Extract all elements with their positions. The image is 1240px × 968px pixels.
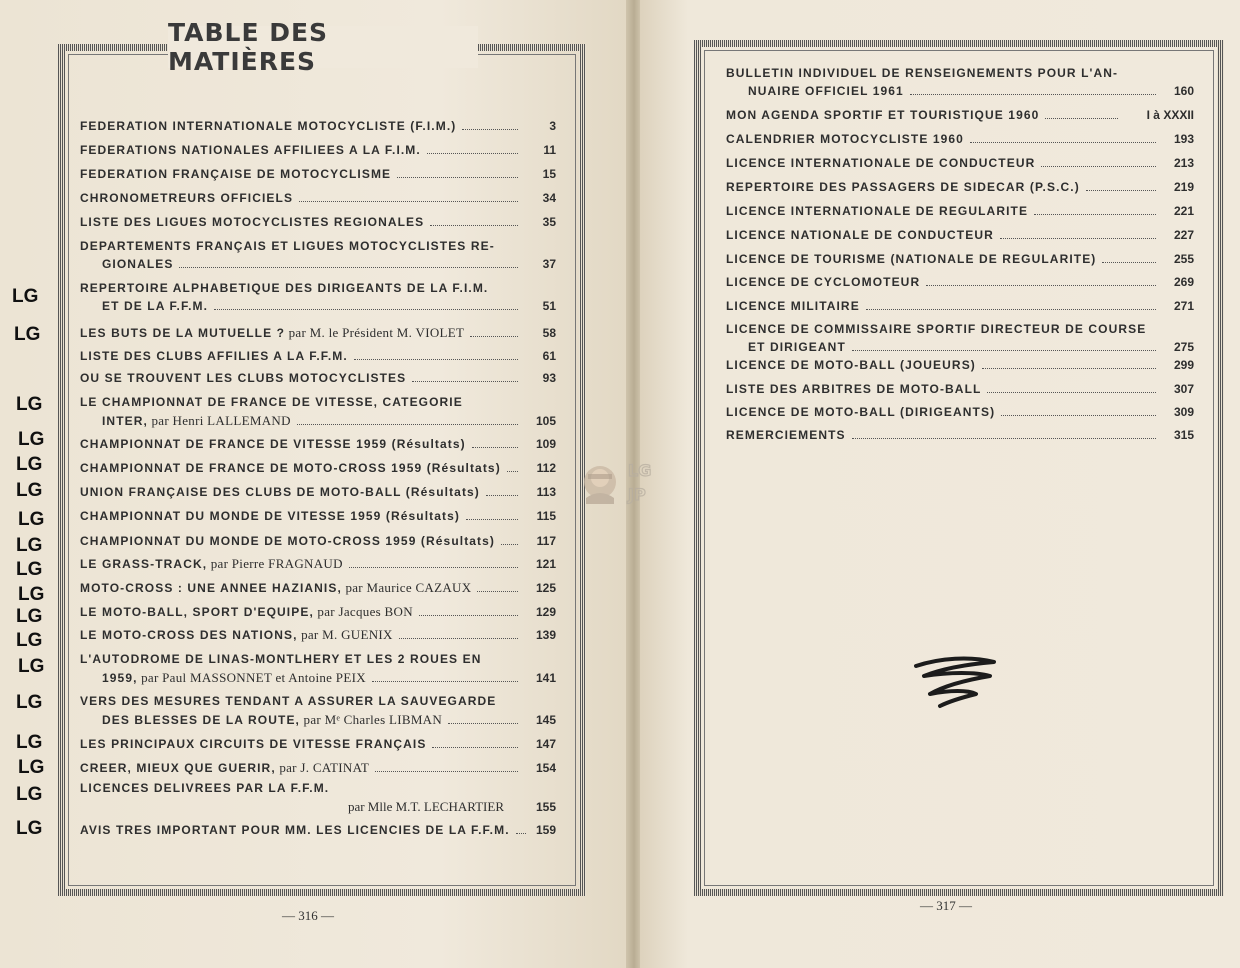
toc-line (80, 509, 556, 527)
toc-line (726, 382, 1194, 400)
toc-line (80, 215, 556, 233)
toc-entry (726, 252, 1194, 270)
dot-leader (926, 285, 1156, 286)
toc-line (80, 281, 556, 299)
toc-line (80, 299, 556, 317)
dot-leader (1000, 238, 1156, 239)
toc-entry (80, 167, 556, 185)
toc-page-number: 147 (535, 737, 556, 751)
toc-entry-title: LISTE DES LIGUES MOTOCYCLISTES REGIONALES (80, 215, 425, 229)
dot-leader (299, 201, 518, 202)
toc-entry-title: LICENCE DE COMMISSAIRE SPORTIF DIRECTEUR DE COURSE (726, 322, 1147, 336)
toc-line (80, 823, 556, 841)
toc-entry-title: UNION FRANÇAISE DES CLUBS DE MOTO-BALL (Résultats) (80, 485, 480, 499)
dot-leader (448, 723, 518, 724)
toc-line (80, 395, 556, 413)
dot-leader (1045, 118, 1118, 119)
toc-page-number: 269 (1173, 275, 1194, 289)
toc-line (726, 180, 1194, 198)
toc-entry-title: LE GRASS-TRACK, par Pierre FRAGNAUD (80, 556, 343, 571)
toc-line (726, 299, 1194, 317)
toc-page-number: 139 (535, 628, 556, 642)
toc-entry (80, 485, 556, 503)
toc-entry (80, 580, 556, 598)
toc-line (80, 737, 556, 755)
toc-entry-title: LICENCES DELIVREES PAR LA F.F.M. (80, 781, 330, 795)
toc-entry (726, 108, 1194, 126)
dot-leader (399, 638, 518, 639)
toc-page-number: 58 (542, 326, 556, 340)
toc-entry-title: ET DE LA F.F.M. (102, 299, 209, 313)
toc-line (726, 204, 1194, 222)
toc-page-number: 115 (536, 509, 556, 523)
toc-page-number: 3 (549, 119, 556, 133)
lg-marker: LG (16, 606, 43, 627)
toc-entry (80, 781, 556, 817)
toc-entry-title: BULLETIN INDIVIDUEL DE RENSEIGNEMENTS POUR L'AN- (726, 66, 1119, 80)
toc-entry (80, 652, 556, 688)
toc-line (80, 461, 556, 479)
lg-marker: LG (16, 784, 43, 805)
folio-left: — 316 — (282, 908, 334, 923)
toc-entry-author: par Mᵉ Charles LIBMAN (299, 712, 443, 727)
toc-entry-title: ET DIRIGEANT (748, 340, 846, 354)
dot-leader (1041, 166, 1156, 167)
lg-marker: LG (16, 394, 43, 415)
lg-marker: LG (18, 757, 45, 778)
dot-leader (297, 424, 518, 425)
toc-entry-title: MON AGENDA SPORTIF ET TOURISTIQUE 1960 (726, 108, 1040, 122)
toc-page-number: 315 (1173, 428, 1194, 442)
toc-line (80, 627, 556, 645)
toc-entry-title: REPERTOIRE ALPHABETIQUE DES DIRIGEANTS DE LA F.I.M. (80, 281, 489, 295)
toc-entry (726, 180, 1194, 198)
toc-entry-title: OU SE TROUVENT LES CLUBS MOTOCYCLISTES (80, 371, 407, 385)
toc-page-number: 112 (536, 461, 556, 475)
toc-page-number: 227 (1173, 228, 1194, 242)
dot-leader (412, 381, 518, 382)
lg-marker: LG (16, 630, 43, 651)
toc-entry (726, 156, 1194, 174)
toc-page-number: 154 (535, 761, 556, 775)
dot-leader (472, 447, 518, 448)
toc-line (726, 275, 1194, 293)
lg-marker: LG (16, 818, 43, 839)
dot-leader (427, 153, 518, 154)
dot-leader (397, 177, 518, 178)
toc-page-number: 299 (1173, 358, 1194, 372)
toc-page-number: 105 (535, 414, 556, 428)
dot-leader (372, 681, 518, 682)
watermark-stamp (578, 452, 666, 514)
toc-page-number: 109 (535, 437, 556, 451)
toc-entry-title: CHRONOMETREURS OFFICIELS (80, 191, 294, 205)
toc-line (726, 108, 1194, 126)
toc-line (80, 413, 556, 431)
toc-line (80, 799, 556, 817)
toc-line (80, 143, 556, 161)
toc-entry (80, 509, 556, 527)
toc-entry-title: LE MOTO-CROSS DES NATIONS, par M. GUENIX (80, 627, 393, 642)
dot-leader (419, 615, 518, 616)
toc-entry-title: CHAMPIONNAT DE FRANCE DE VITESSE 1959 (Résultats) (80, 437, 466, 451)
toc-entry-title: LICENCE DE MOTO-BALL (JOUEURS) (726, 358, 976, 372)
dot-leader (466, 519, 518, 520)
toc-entry-title: CALENDRIER MOTOCYCLISTE 1960 (726, 132, 964, 146)
toc-line (80, 239, 556, 257)
svg-text:LG: LG (628, 461, 652, 480)
toc-page-number: 271 (1173, 299, 1194, 313)
toc-page-number: 121 (535, 557, 556, 571)
toc-line (726, 66, 1194, 84)
toc-entry (80, 823, 556, 841)
toc-entry (80, 349, 556, 367)
lg-marker: LG (12, 286, 39, 307)
toc-entry-author: par Mlle M.T. LECHARTIER (347, 799, 504, 814)
toc-page-number: 255 (1173, 252, 1194, 266)
dot-leader (179, 267, 518, 268)
lg-marker: LG (16, 692, 43, 713)
dot-leader (214, 309, 518, 310)
toc-entry-title: CHAMPIONNAT DU MONDE DE MOTO-CROSS 1959 (Résultats) (80, 534, 496, 548)
page-title: TABLE DES MATIÈRES (168, 18, 329, 76)
toc-entry (80, 534, 556, 552)
dot-leader (432, 747, 518, 748)
dot-leader (507, 471, 518, 472)
lg-marker: LG (16, 535, 43, 556)
lg-marker: LG (14, 324, 41, 345)
toc-entry-title: LICENCE INTERNATIONALE DE REGULARITE (726, 204, 1029, 218)
toc-line (726, 156, 1194, 174)
toc-entry-title: VERS DES MESURES TENDANT A ASSURER LA SAUVEGARDE (80, 694, 497, 708)
toc-page-number: 307 (1173, 382, 1194, 396)
toc-entry-title: LICENCE NATIONALE DE CONDUCTEUR (726, 228, 994, 242)
toc-page-number: 193 (1173, 132, 1194, 146)
dot-leader (852, 438, 1156, 439)
toc-entry (80, 694, 556, 730)
toc-entry-title: LISTE DES CLUBS AFFILIES A LA F.F.M. (80, 349, 348, 363)
lg-marker: LG (18, 656, 45, 677)
toc-line (80, 437, 556, 455)
toc-entry (80, 627, 556, 645)
dot-leader (486, 495, 518, 496)
toc-page-number: 61 (542, 349, 556, 363)
toc-page-number: 51 (542, 299, 556, 313)
svg-text:JP: JP (628, 485, 646, 504)
toc-line (80, 257, 556, 275)
toc-page-number: 141 (535, 671, 556, 685)
toc-entry (80, 760, 556, 778)
toc-entry-author: par J. CATINAT (275, 760, 370, 775)
toc-entry (80, 281, 556, 317)
toc-line (80, 349, 556, 367)
dot-leader (1034, 214, 1156, 215)
toc-entry (80, 604, 556, 622)
lg-marker: LG (18, 429, 45, 450)
toc-page-number: 309 (1173, 405, 1194, 419)
lg-marker: LG (16, 454, 43, 475)
toc-entry-title: INTER, par Henri LALLEMAND (102, 413, 291, 428)
toc-page-number: 213 (1173, 156, 1194, 170)
toc-entry (80, 215, 556, 233)
toc-entry (726, 405, 1194, 423)
dot-leader (462, 129, 518, 130)
toc-line (80, 694, 556, 712)
dot-leader (516, 833, 526, 834)
dot-leader (852, 350, 1156, 351)
toc-entry (726, 228, 1194, 246)
dot-leader (1086, 190, 1156, 191)
toc-page-number: 145 (535, 713, 556, 727)
toc-entry-author: par M. le Président M. VIOLET (285, 325, 465, 340)
toc-entry-title: LES PRINCIPAUX CIRCUITS DE VITESSE FRANÇAIS (80, 737, 427, 751)
toc-page-number: I à XXXII (1146, 108, 1194, 122)
toc-entry (726, 299, 1194, 317)
toc-entry-title: LE MOTO-BALL, SPORT D'EQUIPE, par Jacques BON (80, 604, 413, 619)
toc-page-number: 34 (542, 191, 556, 205)
toc-line (726, 358, 1194, 376)
toc-line (80, 191, 556, 209)
toc-line (726, 340, 1194, 358)
toc-entry-title: CREER, MIEUX QUE GUERIR, par J. CATINAT (80, 760, 370, 775)
toc-entry-title: MOTO-CROSS : UNE ANNEE HAZIANIS, par Maurice CAZAUX (80, 580, 472, 595)
dot-leader (470, 336, 518, 337)
toc-line (80, 712, 556, 730)
dot-leader (375, 771, 518, 772)
toc-line (726, 405, 1194, 423)
toc-page-number: 275 (1173, 340, 1194, 354)
toc-entry-author: par Paul MASSONNET et Antoine PEIX (137, 670, 366, 685)
toc-entry-title: LICENCE DE CYCLOMOTEUR (726, 275, 921, 289)
toc-entry-title: DEPARTEMENTS FRANÇAIS ET LIGUES MOTOCYCLISTES RE- (80, 239, 495, 253)
lg-marker: LG (16, 732, 43, 753)
toc-page-number: 129 (535, 605, 556, 619)
toc-entry-title: REPERTOIRE DES PASSAGERS DE SIDECAR (P.S.C.) (726, 180, 1080, 194)
toc-page-number: 219 (1173, 180, 1194, 194)
dot-leader (982, 368, 1156, 369)
toc-line (80, 534, 556, 552)
toc-entry-author: par Pierre FRAGNAUD (207, 556, 343, 571)
toc-entry-title: LICENCE MILITAIRE (726, 299, 860, 313)
toc-line (80, 670, 556, 688)
toc-entry-title: GIONALES (102, 257, 174, 271)
toc-line (726, 428, 1194, 446)
toc-entry (80, 325, 556, 343)
toc-line (80, 371, 556, 389)
toc-line (80, 485, 556, 503)
toc-entry-author: par Henri LALLEMAND (147, 413, 291, 428)
toc-entry-author: par Maurice CAZAUX (341, 580, 472, 595)
toc-entry (726, 358, 1194, 376)
toc-entry (80, 143, 556, 161)
toc-line (80, 604, 556, 622)
folio-right: — 317 — (920, 898, 972, 913)
toc-line (726, 228, 1194, 246)
toc-entry (80, 461, 556, 479)
toc-entry-title: LE CHAMPIONNAT DE FRANCE DE VITESSE, CATEGORIE (80, 395, 463, 409)
toc-entry-title: L'AUTODROME DE LINAS-MONTLHERY ET LES 2 ROUES EN (80, 652, 482, 666)
toc-line (80, 580, 556, 598)
toc-page-number: 37 (542, 257, 556, 271)
dot-leader (354, 359, 518, 360)
toc-entry (80, 239, 556, 275)
toc-entry-title: CHAMPIONNAT DU MONDE DE VITESSE 1959 (Résultats) (80, 509, 460, 523)
toc-line (726, 252, 1194, 270)
lg-marker: LG (16, 480, 43, 501)
toc-entry (80, 371, 556, 389)
toc-entry (80, 737, 556, 755)
toc-entry-title: LICENCE INTERNATIONALE DE CONDUCTEUR (726, 156, 1036, 170)
toc-line (80, 167, 556, 185)
lg-marker: LG (18, 509, 45, 530)
dot-leader (866, 309, 1156, 310)
toc-entry (726, 428, 1194, 446)
dot-leader (910, 94, 1156, 95)
toc-entry-title: LES BUTS DE LA MUTUELLE ? par M. le Président M. VIOLET (80, 325, 465, 340)
toc-page-number: 93 (542, 371, 556, 385)
toc-line (726, 322, 1194, 340)
toc-entry (80, 437, 556, 455)
toc-page-number: 117 (536, 534, 556, 548)
toc-entry-title: NUAIRE OFFICIEL 1961 (748, 84, 904, 98)
toc-entry-title: REMERCIEMENTS (726, 428, 846, 442)
lg-marker: LG (16, 559, 43, 580)
toc-entry-title: FEDERATION INTERNATIONALE MOTOCYCLISTE (F.I.M.) (80, 119, 457, 133)
toc-line (80, 325, 556, 343)
toc-line (80, 652, 556, 670)
toc-page-number: 155 (535, 800, 556, 814)
dot-leader (349, 567, 518, 568)
toc-entry-title: LICENCE DE TOURISME (NATIONALE DE REGULARITE) (726, 252, 1097, 266)
dot-leader (970, 142, 1156, 143)
toc-entry (80, 395, 556, 431)
toc-page-number: 11 (543, 143, 556, 157)
toc-entry-title: LICENCE DE MOTO-BALL (DIRIGEANTS) (726, 405, 996, 419)
toc-entry-author: par M. GUENIX (297, 627, 393, 642)
toc-entry-title: DES BLESSES DE LA ROUTE, par Mᵉ Charles LIBMAN (102, 712, 443, 727)
toc-entry (726, 204, 1194, 222)
toc-page-number: 15 (542, 167, 556, 181)
toc-line (80, 781, 556, 799)
toc-entry (726, 275, 1194, 293)
toc-entry-title: LISTE DES ARBITRES DE MOTO-BALL (726, 382, 982, 396)
dot-leader (501, 544, 518, 545)
toc-page-number: 159 (535, 823, 556, 837)
dot-leader (987, 392, 1156, 393)
toc-entry-title: FEDERATION FRANÇAISE DE MOTOCYCLISME (80, 167, 392, 181)
toc-line (80, 119, 556, 137)
title-box (168, 18, 478, 76)
toc-entry (726, 66, 1194, 102)
toc-page-number: 35 (542, 215, 556, 229)
lg-marker: LG (18, 584, 45, 605)
toc-entry-title: FEDERATIONS NATIONALES AFFILIEES A LA F.I.M. (80, 143, 421, 157)
dot-leader (477, 591, 518, 592)
toc-entry (726, 132, 1194, 150)
toc-entry-title: CHAMPIONNAT DE FRANCE DE MOTO-CROSS 1959 (Résultats) (80, 461, 501, 475)
toc-entry (80, 119, 556, 137)
toc-entry (80, 191, 556, 209)
toc-line (726, 84, 1194, 102)
dot-leader (430, 225, 518, 226)
toc-entry (726, 322, 1194, 358)
toc-page-number: 221 (1173, 204, 1194, 218)
toc-entry (80, 556, 556, 574)
toc-entry-author: par Jacques BON (313, 604, 413, 619)
toc-page-number: 125 (535, 581, 556, 595)
toc-entry-title: AVIS TRES IMPORTANT POUR MM. LES LICENCIES DE LA F.F.M. (80, 823, 510, 837)
toc-line (80, 556, 556, 574)
toc-line (80, 760, 556, 778)
toc-page-number: 160 (1173, 84, 1194, 98)
toc-entry (726, 382, 1194, 400)
toc-page-number: 113 (536, 485, 556, 499)
dot-leader (1001, 415, 1156, 416)
decorative-flourish (910, 652, 1000, 710)
toc-line (726, 132, 1194, 150)
dot-leader (1102, 262, 1156, 263)
toc-entry-title: 1959, par Paul MASSONNET et Antoine PEIX (102, 670, 366, 685)
